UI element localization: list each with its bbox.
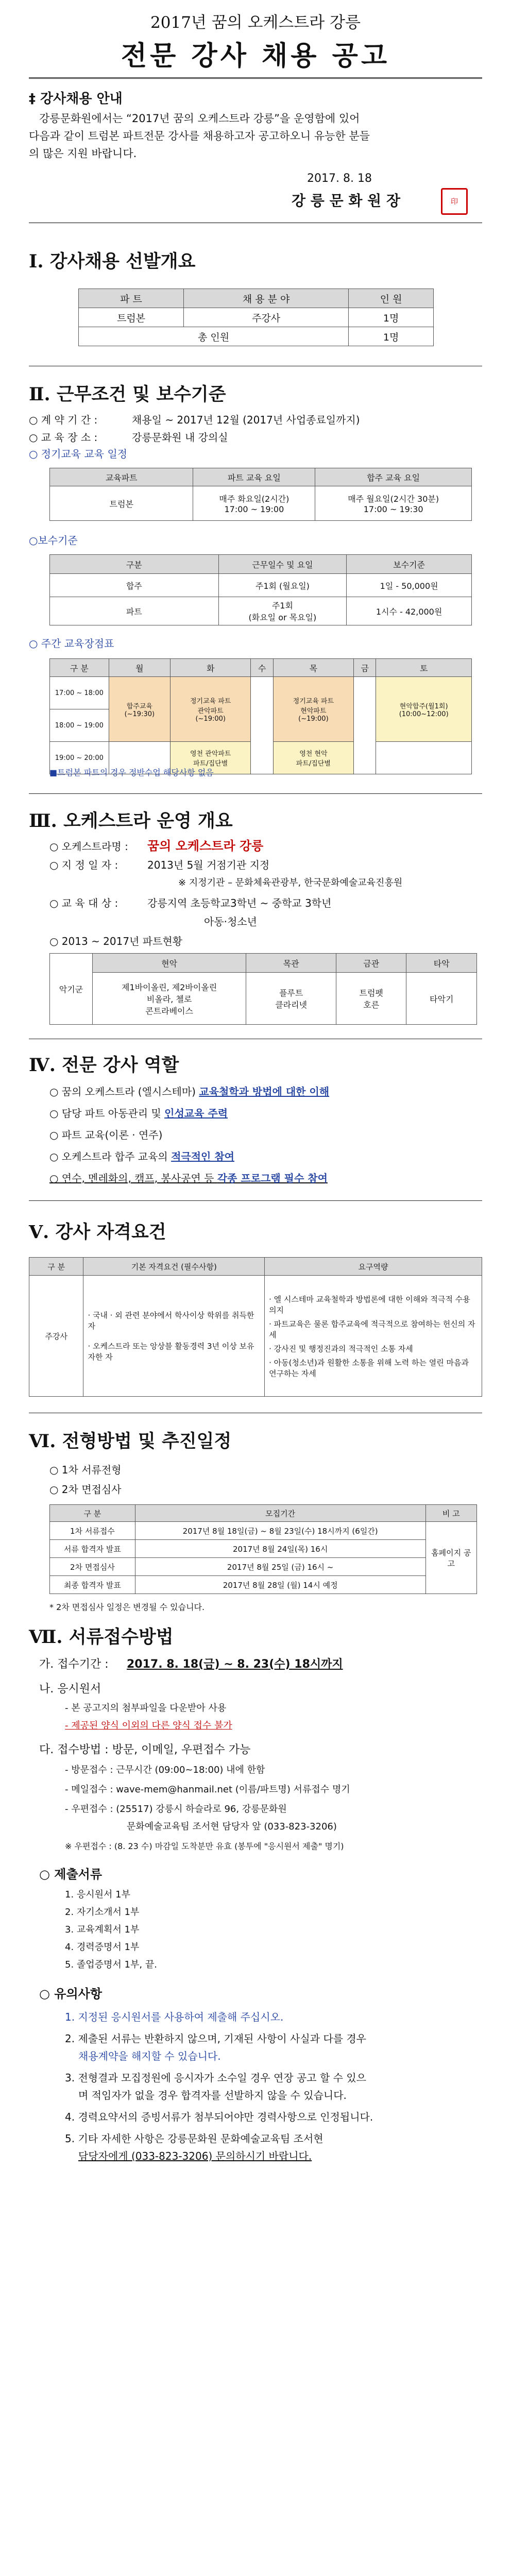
- method-email: - 메일접수 : wave-mem@hanmail.net (이름/파트명) 서류접수 명기: [65, 1784, 350, 1795]
- note-5: 5. 기타 자세한 사항은 강릉문화원 문화예술교육팀 조서현: [65, 2132, 323, 2145]
- target-label: ○ 교 육 대 상 :: [49, 897, 118, 909]
- qual-h-basic: 기본 자격요건 (필수사항): [83, 1258, 265, 1276]
- notice-subtitle: 2017년 꿈의 오케스트라 강릉: [150, 13, 361, 32]
- weekly-heading: ○ 주간 교육장점표: [29, 637, 114, 650]
- method-visit: - 방문접수 : 근무시간 (09:00~18:00) 내에 한함: [65, 1765, 265, 1775]
- wk-h0: 구 분: [50, 659, 109, 677]
- proc-r2-period: 2017년 8월 24일(목) 16시: [135, 1540, 425, 1558]
- section-7-heading: Ⅶ. 서류접수방법: [29, 1626, 174, 1648]
- proc-r3-type: 2차 면접심사: [50, 1558, 135, 1576]
- process-note: * 2차 면접심사 일정은 변경될 수 있습니다.: [49, 1602, 205, 1612]
- title-divider: [29, 77, 482, 79]
- role-item-3: [49, 1127, 162, 1143]
- wk-sat: 현악합주(월1회) (10:00~12:00): [376, 677, 472, 742]
- est-label: ○ 지 정 일 자 :: [49, 859, 118, 871]
- hist-perc: 타악기: [406, 973, 477, 1025]
- wk-tue: 정기교육 파트 관악파트 (~19:00): [170, 677, 250, 742]
- intro-date: 2017. 8. 18: [307, 172, 372, 185]
- pay-days-part-2: (화요일 or 목요일): [248, 613, 317, 622]
- form-line-2: - 제공된 양식 이외의 다른 양식 접수 불가: [65, 1720, 232, 1731]
- sched-header-ensday: 합주 교육 요일: [315, 468, 472, 486]
- pay-days-part-cell: [218, 597, 347, 625]
- schedule-heading: ○ 정기교육 교육 일정: [29, 448, 128, 460]
- contract-period-label: ○ 계 약 기 간 :: [29, 414, 98, 426]
- qual-basic-cell: [83, 1276, 265, 1397]
- note-4: 4. 경력요약서의 증빙서류가 첨부되어야만 경력사항으로 인정됩니다.: [65, 2111, 373, 2123]
- method-post-note: ※ 우편접수 : (8. 23 수) 마감일 도착분만 유효 (봉투에 "응시원서 제출" 명기): [65, 1841, 344, 1851]
- intro-line-1: 강릉문화원에서는 “2017년 꿈의 오케스트라 강릉”을 운영함에 있어: [39, 112, 360, 125]
- docs-heading: ○ 제출서류: [39, 1867, 103, 1882]
- proc-r1-type: 1차 서류접수: [50, 1522, 135, 1540]
- qual-basic-2: · 오케스트라 또는 앙상블 활동경력 3년 이상 보유자한 자: [88, 1342, 254, 1362]
- sched-part-time: 17:00 ~ 19:00: [224, 504, 284, 514]
- wk-mon: 합주교육 (~19:30): [109, 677, 170, 742]
- wk-thu: 정기교육 파트 현악파트 (~19:00): [273, 677, 353, 742]
- role-5-pre: ○ 연수, 멘레화의, 캠프, 봉사공연 등: [49, 1172, 217, 1184]
- weekly-table: [49, 658, 472, 774]
- pay-header-type: 구분: [50, 555, 219, 574]
- hist-h-wood: 목관: [246, 954, 336, 973]
- period-value: 2017. 8. 18(금) ~ 8. 23(수) 18시까지: [127, 1658, 343, 1671]
- pay-header-days: 근무일수 및 요일: [218, 555, 347, 574]
- wk-h5: 금: [354, 659, 376, 677]
- official-seal: [441, 188, 468, 215]
- qual-req-cell: [265, 1276, 482, 1397]
- wk-fri: [354, 677, 376, 774]
- section-1-heading: Ⅰ. 강사채용 선발개요: [29, 251, 196, 272]
- pay-days-ens: 주1회 (월요일): [218, 574, 347, 597]
- hist-h-perc: 타악: [406, 954, 477, 973]
- sched-ens-cell: [315, 486, 472, 521]
- wk-wed: [251, 677, 273, 774]
- qual-req-3: · 강사진 및 행정진과의 적극적인 소통 자세: [269, 1344, 413, 1353]
- section-6-heading: Ⅵ. 전형방법 및 추진일정: [29, 1431, 232, 1452]
- wk-h2: 화: [170, 659, 250, 677]
- proc-remark: 홈페이지 공고: [425, 1522, 476, 1594]
- schedule-process-table: [49, 1504, 477, 1594]
- method-post: - 우편접수 : (25517) 강릉시 하슬라로 96, 강릉문화원: [65, 1804, 287, 1815]
- role-item-1: [49, 1084, 329, 1100]
- section-4-divider: [29, 1200, 482, 1201]
- hist-h-strings: 현악: [92, 954, 246, 973]
- proc-r4-period: 2017년 8월 28일 (월) 14시 예정: [135, 1576, 425, 1594]
- sched-part-cell: [193, 486, 315, 521]
- hist-brass: 트럼펫 호른: [336, 973, 406, 1025]
- wk-tue-3: 영천 관악파트 파트/집단별: [170, 742, 250, 774]
- schedule-table: [49, 468, 472, 521]
- proc-r3-period: 2017년 8월 25일 (금) 16시 ~: [135, 1558, 425, 1576]
- weekly-note: ■트럼본 파트의 경우 정반수업 해당사항 없음: [49, 768, 214, 777]
- period-label: 가. 접수기간 :: [39, 1658, 109, 1671]
- pay-days-part: 주1회: [271, 601, 293, 611]
- method-post-2: 문화예술교육팀 조서현 담당자 앞 (033-823-3206): [127, 1821, 337, 1832]
- sel-total-value: 1명: [349, 327, 434, 346]
- section-4-heading: Ⅳ. 전문 강사 역할: [29, 1055, 179, 1076]
- wk-time-1: 17:00 ~ 18:00: [50, 677, 109, 709]
- note-3b: 며 적임자가 없을 경우 합격자를 선발하지 않을 수 있습니다.: [78, 2089, 347, 2102]
- doc-item-5: 5. 졸업증명서 1부, 끝.: [65, 1959, 157, 1970]
- sched-ens-time: 17:00 ~ 19:30: [363, 504, 423, 514]
- contract-period-value: 채용일 ~ 2017년 12월 (2017년 사업종료일까지): [132, 414, 360, 426]
- qualification-table: [29, 1257, 482, 1397]
- sched-header-part: 교육파트: [50, 468, 193, 486]
- role-4-pre: ○ 오케스트라 합주 교육의: [49, 1150, 172, 1163]
- qual-req-4: · 아동(청소년)과 원활한 소통을 위해 노력 하는 열린 마음과 연구하는 자세: [269, 1358, 469, 1378]
- qual-req-2: · 파트교육은 물론 합주교육에 적극적으로 참여하는 헌신의 자세: [269, 1319, 475, 1340]
- qual-basic-1: · 국내 · 외 관련 분야에서 학사이상 학위를 취득한 자: [88, 1311, 254, 1331]
- form-line-1: - 본 공고지의 첨부파일을 다운받아 사용: [65, 1703, 227, 1714]
- pay-type-ens: 합주: [50, 574, 219, 597]
- sched-header-partday: 파트 교육 요일: [193, 468, 315, 486]
- est-note: ※ 지정기관 – 문화체육관광부, 한국문화예술교육진흥원: [178, 877, 403, 888]
- doc-item-3: 3. 교육계획서 1부: [65, 1924, 140, 1935]
- sel-header-count: 인 원: [349, 289, 434, 308]
- sel-count: 1명: [349, 308, 434, 327]
- hist-row-label: 악기군: [50, 954, 93, 1025]
- orch-name-label: ○ 오케스트라명 :: [49, 840, 128, 853]
- proc-h-type: 구 분: [50, 1505, 135, 1522]
- hist-strings: 제1바이올린, 제2바이올린 비올라, 첼로 콘트라베이스: [92, 973, 246, 1025]
- intro-heading: ‡ 강사채용 안내: [29, 91, 123, 107]
- selection-table: [78, 289, 434, 346]
- est-value: 2013년 5월 거점기관 지정: [147, 859, 270, 871]
- notice-title: 전문 강사 채용 공고: [121, 40, 390, 72]
- qual-row-label: 주강사: [29, 1276, 83, 1397]
- section-5-heading: Ⅴ. 강사 자격요건: [29, 1222, 166, 1243]
- hist-wood: 플루트 클라리넷: [246, 973, 336, 1025]
- qual-req-1: · 엘 시스테마 교육철학과 방법론에 대한 이해와 적극적 수용의지: [269, 1294, 470, 1315]
- history-label: ○ 2013 ~ 2017년 파트현황: [49, 935, 183, 947]
- proc-h-remark: 비 고: [425, 1505, 476, 1522]
- hist-h-brass: 금관: [336, 954, 406, 973]
- doc-item-4: 4. 경력증명서 1부: [65, 1942, 140, 1953]
- wk-time-2: 18:00 ~ 19:00: [50, 709, 109, 742]
- role-2-hl: 인성교육 주력: [164, 1107, 228, 1120]
- proc-r4-type: 최종 합격자 발표: [50, 1576, 135, 1594]
- role-item-2: [49, 1106, 228, 1122]
- orch-name-value: 꿈의 오케스트라 강릉: [147, 839, 264, 853]
- role-2-pre: ○ 담당 파트 아동관리 및: [49, 1107, 165, 1120]
- pay-table: [49, 554, 472, 625]
- wk-h1: 월: [109, 659, 170, 677]
- pay-heading: ○보수기준: [29, 534, 78, 547]
- sched-part: 트럼본: [50, 486, 193, 521]
- role-item-5: [49, 1171, 328, 1187]
- sel-header-part: 파 트: [79, 289, 184, 308]
- sched-part-day: 매주 화요일(2시간): [219, 494, 289, 504]
- seal-text-icon: 印: [451, 198, 458, 206]
- sched-ens-day: 매주 월요일(2시간 30분): [348, 494, 439, 504]
- sel-header-field: 채 용 분 야: [184, 289, 349, 308]
- section-2-heading: Ⅱ. 근무조건 및 보수기준: [29, 384, 226, 405]
- method-label: 다. 접수방법 : 방문, 이메일, 우편접수 가능: [39, 1743, 251, 1756]
- sel-part: 트럼본: [79, 308, 184, 327]
- role-3-pre: ○ 파트 교육(이론 · 연주): [49, 1129, 163, 1141]
- target-value-2: 아동·청소년: [204, 916, 257, 928]
- place-label: ○ 교 육 장 소 :: [29, 431, 98, 444]
- wk-sat-3: [376, 742, 472, 774]
- step-1: ○ 1차 서류전형: [49, 1464, 122, 1476]
- qual-h-type: 구 분: [29, 1258, 83, 1276]
- history-table: [49, 953, 477, 1025]
- place-value: 강릉문화원 내 강의실: [132, 431, 228, 444]
- note-5b: 담당자에게 (033-823-3206) 문의하시기 바랍니다.: [78, 2150, 312, 2162]
- wk-thu-3: 영천 현악 파트/집단별: [273, 742, 353, 774]
- step-2: ○ 2차 면접심사: [49, 1483, 122, 1496]
- sel-total-label: 총 인원: [79, 327, 349, 346]
- section-3-heading: Ⅲ. 오케스트라 운영 개요: [29, 810, 233, 832]
- pay-header-pay: 보수기준: [347, 555, 472, 574]
- wk-h6: 토: [376, 659, 472, 677]
- role-1-hl: 교육철학과 방법에 대한 이해: [199, 1086, 330, 1098]
- intro-line-2: 다음과 같이 트럼본 파트전문 강사를 채용하고자 공고하오니 유능한 분들: [29, 130, 370, 142]
- note-2b: 채용계약을 해지할 수 있습니다.: [78, 2050, 221, 2062]
- role-4-hl: 적극적인 참여: [171, 1150, 234, 1163]
- proc-r1-period: 2017년 8월 18일(금) ~ 8월 23일(수) 18시까지 (6일간): [135, 1522, 425, 1540]
- note-3: 3. 전형결과 모집정원에 응시자가 소수일 경우 연장 공고 할 수 있으: [65, 2072, 366, 2084]
- sel-field: 주강사: [184, 308, 349, 327]
- doc-item-1: 1. 응시원서 1부: [65, 1889, 131, 1900]
- proc-h-period: 모집기간: [135, 1505, 425, 1522]
- note-1: 1. 지정된 응시원서를 사용하여 제출해 주십시오.: [65, 2011, 284, 2023]
- doc-item-2: 2. 자기소개서 1부: [65, 1907, 140, 1918]
- pay-value-part: 1시수 - 42,000원: [347, 597, 472, 625]
- note-2: 2. 제출된 서류는 반환하지 않으며, 기재된 사항이 사실과 다를 경우: [65, 2032, 366, 2045]
- intro-issuer: 강 릉 문 화 원 장: [292, 192, 401, 209]
- qual-h-req: 요구역량: [265, 1258, 482, 1276]
- intro-line-3: 의 많은 지원 바랍니다.: [29, 147, 137, 160]
- section-2-divider: [29, 793, 482, 794]
- form-label: 나. 응시원서: [39, 1683, 101, 1696]
- role-1-pre: ○ 꿈의 오케스트라 (엘시스테마): [49, 1086, 199, 1098]
- proc-r2-type: 서류 합격자 발표: [50, 1540, 135, 1558]
- wk-h3: 수: [251, 659, 273, 677]
- pay-value-ens: 1일 - 50,000원: [347, 574, 472, 597]
- role-item-4: [49, 1149, 234, 1165]
- pay-type-part: 파트: [50, 597, 219, 625]
- wk-h4: 목: [273, 659, 353, 677]
- notes-heading: ○ 유의사항: [39, 1987, 103, 2001]
- role-5-hl: 각종 프로그램 필수 참여: [217, 1172, 328, 1184]
- wk-time-3: 19:00 ~ 20:00: [50, 742, 109, 774]
- target-value: 강릉지역 초등학교3학년 ~ 중학교 3학년: [147, 897, 332, 909]
